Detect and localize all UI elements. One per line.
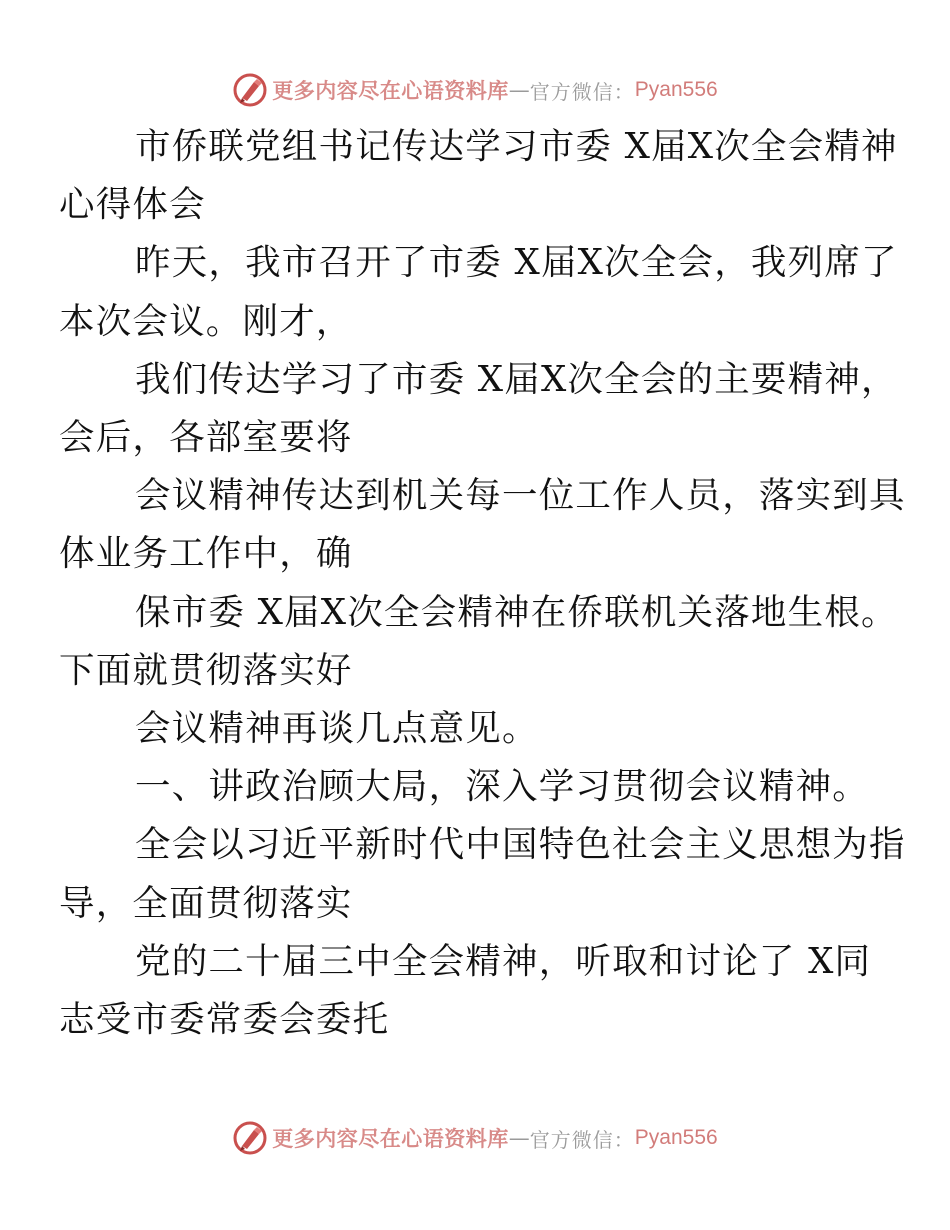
pen-logo-icon — [232, 1120, 268, 1156]
text-line: 会议精神再谈几点意见。 — [135, 708, 539, 750]
text-line: 会后，各部室要将 — [59, 417, 353, 459]
text-line: 体业务工作中，确 — [59, 533, 353, 575]
document-body — [59, 118, 906, 1049]
watermark-wechat-id: Pyan556 — [634, 1126, 718, 1149]
header-watermark — [0, 70, 950, 110]
text-line: 保市委 X届X次全会精神在侨联机关落地生根。 — [135, 591, 898, 633]
watermark-wechat-id: Pyan556 — [634, 78, 718, 101]
text-line: 本次会议。刚才， — [59, 300, 353, 342]
watermark-site-text: 更多内容尽在心语资料库 — [272, 78, 509, 103]
watermark-wechat-label: 官方微信： — [529, 1127, 635, 1152]
text-line: 心得体会 — [59, 184, 206, 226]
footer-watermark — [0, 1118, 950, 1158]
pen-logo-icon — [232, 72, 268, 108]
paragraph — [59, 816, 906, 932]
paragraph — [59, 351, 898, 467]
paragraph — [59, 584, 898, 700]
paragraph — [97, 758, 870, 816]
text-line: 导，全面贯彻落实 — [59, 882, 353, 924]
paragraph — [59, 118, 898, 234]
text-line: 志受市委常委会委托 — [59, 999, 390, 1041]
paragraph — [59, 467, 906, 583]
text-line: 会议精神传达到机关每一位工作人员，落实到具 — [135, 475, 906, 517]
watermark-wechat-label: 官方微信： — [529, 79, 635, 104]
text-line: 市侨联党组书记传达学习市委 X届X次全会精神 — [135, 126, 898, 167]
text-line: 一、讲政治顾大局，深入学习贯彻会议精神。 — [135, 766, 870, 808]
text-line: 我们传达学习了市委 X届X次全会的主要精神， — [135, 358, 898, 400]
paragraph — [59, 234, 898, 350]
watermark-content — [232, 1120, 717, 1156]
text-line: 全会以习近平新时代中国特色社会主义思想为指 — [135, 824, 906, 866]
watermark-dash: — — [508, 78, 530, 102]
text-line: 下面就贯彻落实好 — [59, 649, 353, 691]
text-line: 昨天，我市召开了市委 X届X次全会，我列席了 — [135, 242, 898, 284]
watermark-site-text: 更多内容尽在心语资料库 — [272, 1126, 509, 1151]
watermark-content — [232, 72, 717, 108]
text-line: 党的二十届三中全会精神，听取和讨论了 X同 — [135, 940, 872, 982]
paragraph — [59, 933, 872, 1049]
watermark-dash: — — [508, 1126, 530, 1150]
paragraph — [97, 700, 857, 758]
